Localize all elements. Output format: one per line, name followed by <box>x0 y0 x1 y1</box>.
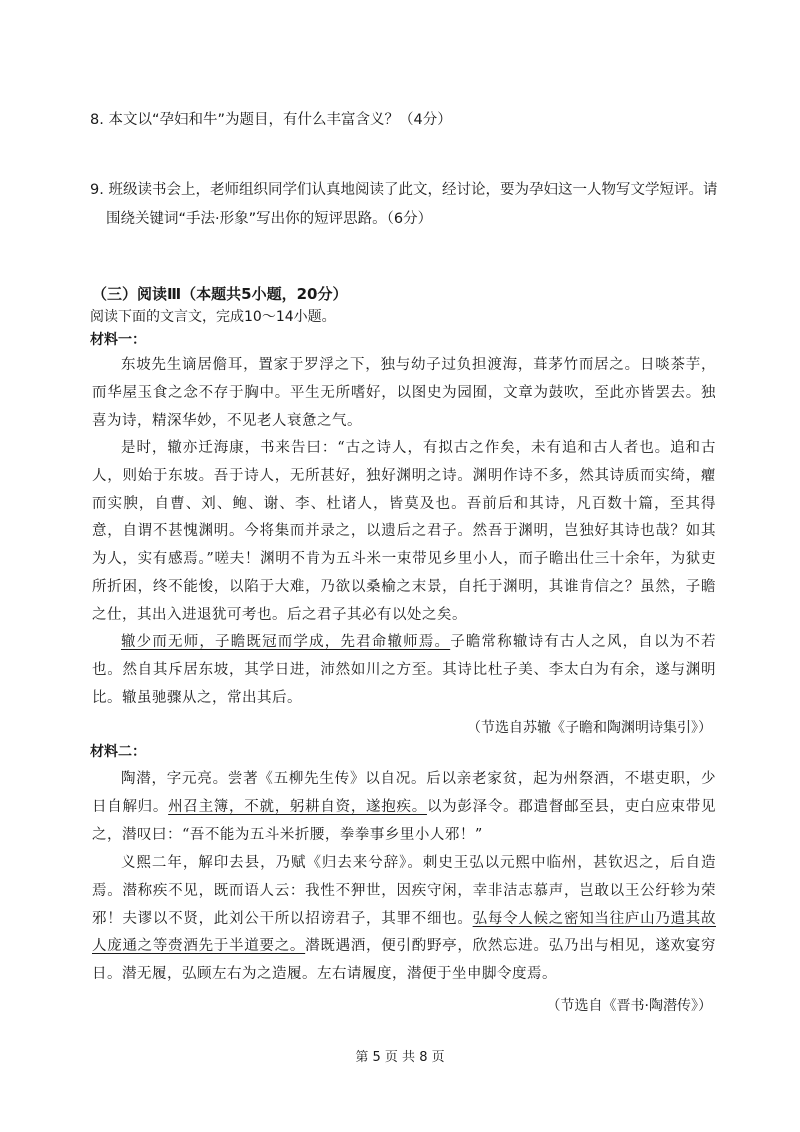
material-1-paragraph-2: 是时，辙亦迁海康，书来告曰：“古之诗人，有拟古之作矣，未有追和古人者也。追和古人，则始于东坡。吾于诗人，无所甚好，独好渊明之诗。渊明作诗不多，然其诗质而实绮，癯而实腴，自曹、刘、鲍、谢、李、杜诸人，皆莫及也。吾前后和其诗，凡百数十篇，至其得意，自谓不甚愧渊明。今将集而并录之，以遗后之君子。然吾于渊明，岂独好其诗也哉？如其为人，实有感焉。”嗟夫！渊明不肯为五斗米一束带见乡里小人，而子瞻出仕三十余年，为狱吏所折困，终不能悛，以陷于大难，乃欲以桑榆之末景，自托于渊明，其谁肯信之？虽然，子瞻之仕，其出入进退犹可考也。后之君子其必有以处之矣。 <box>92 440 716 623</box>
material-2-paragraph-1 <box>92 766 716 849</box>
paragraph-text: 以为彭泽令。郡遣督邮至县，吏白应束带见之，潜叹曰：“吾不能为五斗米折腰，拳拳事乡里小人邪！” <box>92 798 717 843</box>
question-9-line-1: 9. 班级读书会上，老师组织同学们认真地阅读了此文，经讨论，要为孕妇这一人物写文学短评。请 <box>90 182 718 198</box>
paragraph-text: 义熙二年，解印去县，乃赋《归去来兮辞》。刺史王弘以元熙中临州，甚钦迟之，后自造焉。潜称疾不见，既而语人云：我性不狎世，因疾守闲，幸非洁志慕声，岂敢以王公纡轸为荣邪！夫谬以不贤，此刘公干所以招谤君子，其罪不细也。 <box>92 855 716 927</box>
question-8: 8. 本文以“孕妇和牛”为题目，有什么丰富含义？（4分） <box>90 112 452 128</box>
material-1-label: 材料一： <box>90 332 146 348</box>
underlined-sentence: 辙少而无师，子瞻既冠而学成，先君命辙师焉。 <box>121 634 451 650</box>
material-1-source: （节选自苏辙《子瞻和陶渊明诗集引》） <box>467 720 712 736</box>
question-9-line-2: 围绕关键词“手法·形象”写出你的短评思路。（6分） <box>106 211 433 227</box>
section-instruction: 阅读下面的文言文，完成10～14小题。 <box>90 309 336 325</box>
material-2-label: 材料二： <box>90 744 146 760</box>
underlined-sentence: 弘每令人候之密知当往庐山乃遣其故人庞通之等赍酒先于半道要之。 <box>92 910 716 955</box>
paragraph-text: 子瞻常称辙诗有古人之风，自以为不若也。然自其斥居东坡，其学日进，沛然如川之方至。其诗比杜子美、李太白为有余，遂与渊明比。辙虽驰骤从之，常出其后。 <box>92 634 716 706</box>
material-1-paragraph-1: 东坡先生谪居儋耳，置家于罗浮之下，独与幼子过负担渡海，葺茅竹而居之。日啖茶芋，而华屋玉食之念不存于胸中。平生无所嗜好，以图史为园囿，文章为鼓吹，至此亦皆罢去。独喜为诗，精深华妙，不见老人衰惫之气。 <box>92 357 716 429</box>
underlined-sentence: 州召主簿，不就，躬耕自资，遂抱疾。 <box>168 798 427 815</box>
paragraph-text: 潜既遇酒，便引酌野亭，欣然忘进。弘乃出与相见，遂欢宴穷日。潜无履，弘顾左右为之造履。左右请履度，潜便于坐申脚令度焉。 <box>92 938 717 983</box>
material-1-paragraph-3 <box>92 629 716 712</box>
material-2-paragraph-2 <box>92 850 716 989</box>
section-title: （三）阅读Ⅲ（本题共5小题，20分） <box>92 285 348 303</box>
material-2-source: （节选自《晋书·陶潜传》） <box>546 998 712 1014</box>
page-footer: 第 5 页 共 8 页 <box>355 1050 445 1065</box>
paragraph-text: 陶潜，字元亮。尝著《五柳先生传》以自况。后以亲老家贫，起为州祭酒，不堪吏职，少日自解归。 <box>92 771 716 815</box>
